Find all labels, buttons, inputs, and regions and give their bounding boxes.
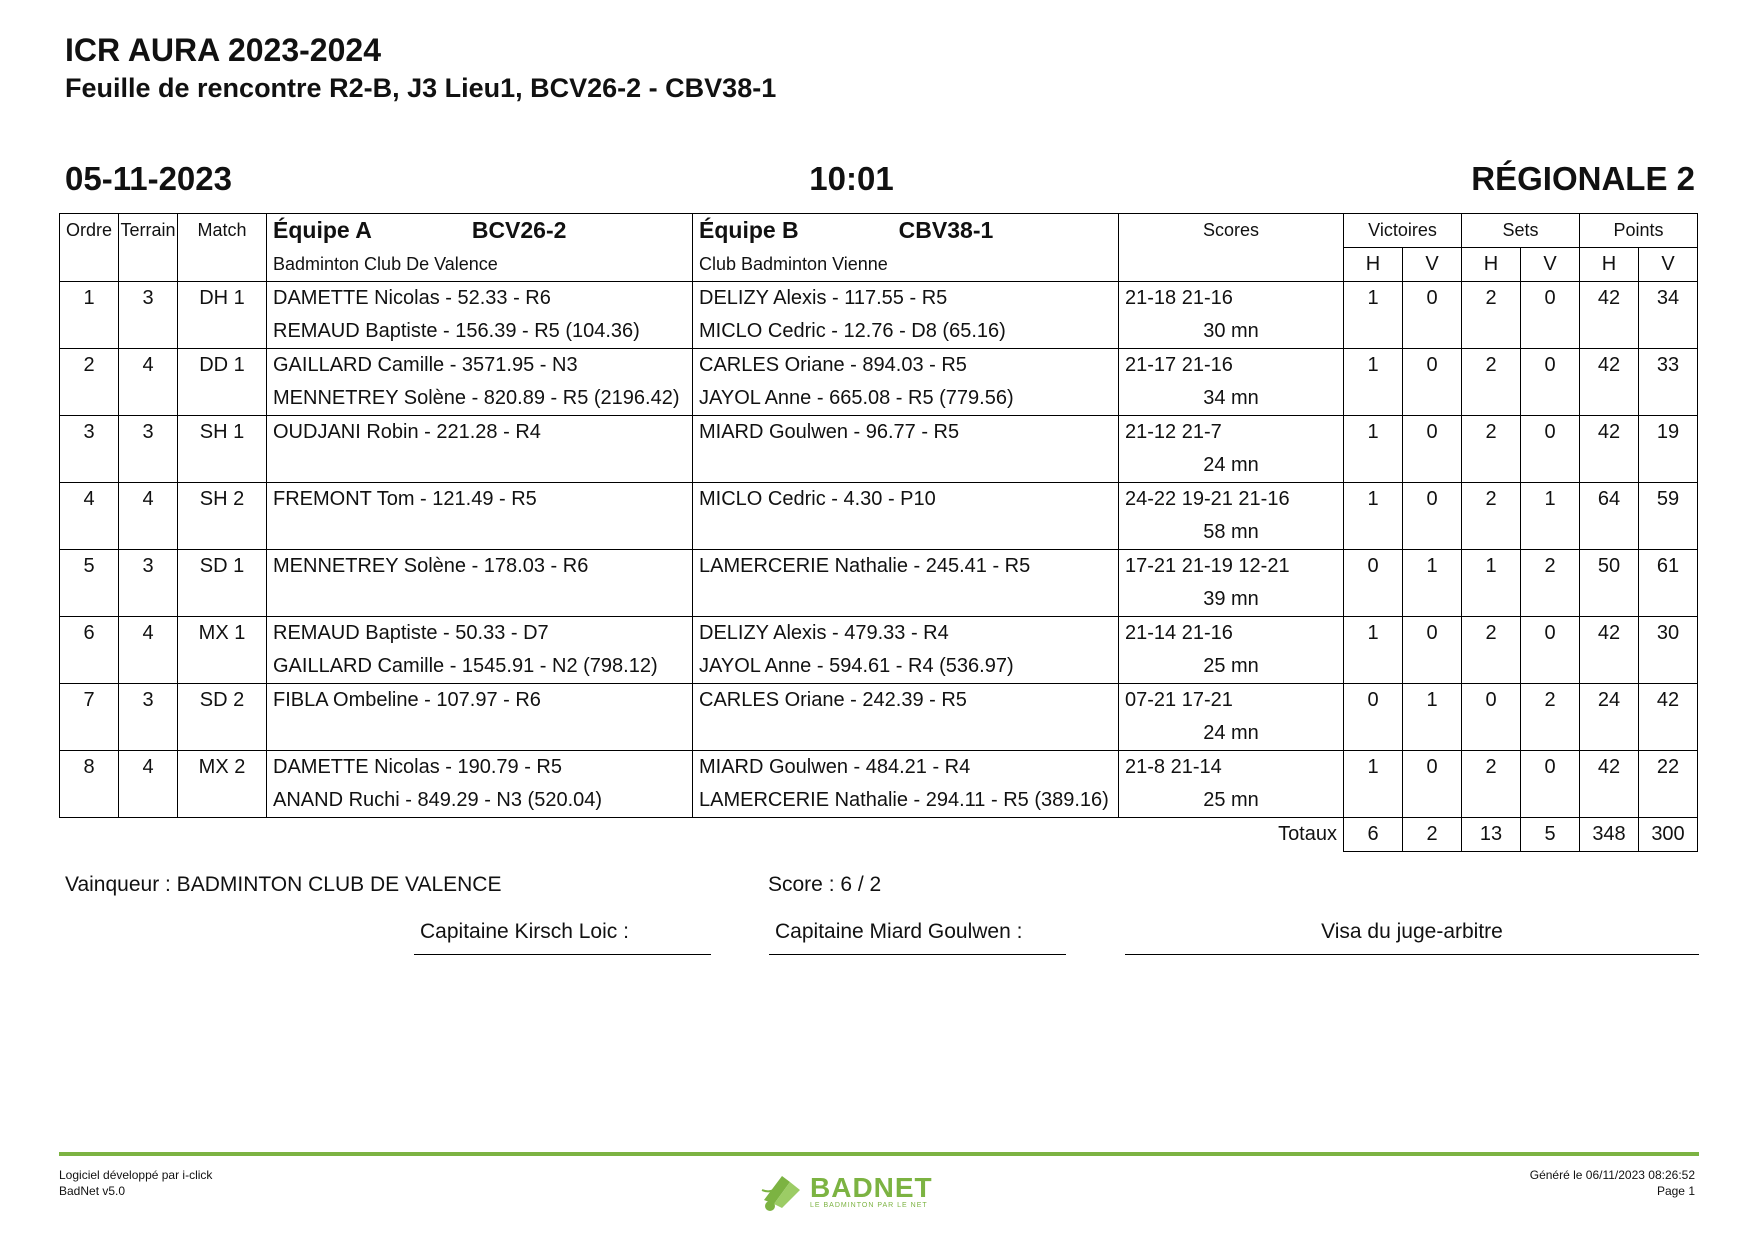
stat-pv: 22 bbox=[1639, 751, 1698, 785]
shuttlecock-icon bbox=[760, 1170, 806, 1212]
captain-a-signature-line bbox=[414, 954, 711, 955]
header-match: Match bbox=[178, 214, 267, 248]
court-cell: 4 bbox=[119, 751, 178, 785]
team-b-player-1: MIARD Goulwen - 96.77 - R5 bbox=[693, 416, 1119, 450]
badnet-logo bbox=[760, 1170, 933, 1212]
stat-pv: 19 bbox=[1639, 416, 1698, 450]
stat-vv: 0 bbox=[1403, 617, 1462, 651]
duration-cell bbox=[1119, 784, 1344, 818]
match-date: 05-11-2023 bbox=[65, 160, 232, 197]
stat-empty bbox=[1521, 449, 1580, 483]
court-cell: 4 bbox=[119, 617, 178, 651]
duration-cell bbox=[1119, 717, 1344, 751]
stat-empty bbox=[1462, 449, 1521, 483]
stat-empty bbox=[1639, 382, 1698, 416]
total-pv: 300 bbox=[1639, 818, 1698, 852]
order-cell-empty bbox=[60, 784, 119, 818]
stat-vh: 1 bbox=[1344, 416, 1403, 450]
stat-sh: 2 bbox=[1462, 282, 1521, 316]
footer-left bbox=[59, 1167, 212, 1199]
stat-empty bbox=[1344, 315, 1403, 349]
stat-sh: 2 bbox=[1462, 416, 1521, 450]
referee-label: Visa du juge-arbitre bbox=[1321, 920, 1503, 943]
match-row-continuation bbox=[60, 717, 1698, 751]
stat-vv: 1 bbox=[1403, 550, 1462, 584]
logo-tagline: LE BADMINTON PAR LE NET bbox=[810, 1201, 928, 1209]
match-type-cell: DH 1 bbox=[178, 282, 267, 316]
match-row-continuation bbox=[60, 516, 1698, 550]
team-a-code: BCV26-2 bbox=[471, 217, 567, 244]
match-time: 10:01 bbox=[809, 160, 894, 197]
stat-empty bbox=[1462, 717, 1521, 751]
stat-sv: 2 bbox=[1521, 550, 1580, 584]
sets-v-label: V bbox=[1521, 248, 1580, 282]
stat-sv: 1 bbox=[1521, 483, 1580, 517]
match-type-cell: SD 1 bbox=[178, 550, 267, 584]
total-ph: 348 bbox=[1580, 818, 1639, 852]
stat-vh: 1 bbox=[1344, 751, 1403, 785]
match-type-cell-empty bbox=[178, 650, 267, 684]
stat-empty bbox=[1639, 650, 1698, 684]
team-b-label: Équipe B bbox=[699, 217, 799, 244]
team-a-player-1: FIBLA Ombeline - 107.97 - R6 bbox=[267, 684, 693, 718]
score-cell: 17-21 21-19 12-21 bbox=[1119, 550, 1344, 584]
stat-vv: 1 bbox=[1403, 684, 1462, 718]
match-row bbox=[60, 416, 1698, 450]
stat-sh: 0 bbox=[1462, 684, 1521, 718]
stat-empty bbox=[1580, 583, 1639, 617]
header-sets: Sets bbox=[1462, 214, 1580, 248]
stat-empty bbox=[1462, 516, 1521, 550]
stat-empty bbox=[1344, 583, 1403, 617]
header-team-a bbox=[267, 214, 693, 248]
match-row-continuation bbox=[60, 449, 1698, 483]
order-cell: 3 bbox=[60, 416, 119, 450]
stat-sv: 2 bbox=[1521, 684, 1580, 718]
stat-pv: 30 bbox=[1639, 617, 1698, 651]
stat-empty bbox=[1403, 650, 1462, 684]
order-cell: 5 bbox=[60, 550, 119, 584]
match-type-cell-empty bbox=[178, 784, 267, 818]
team-b-player-2: JAYOL Anne - 594.61 - R4 (536.97) bbox=[693, 650, 1119, 684]
final-score: Score : 6 / 2 bbox=[768, 873, 882, 896]
order-cell: 1 bbox=[60, 282, 119, 316]
team-b-player-2 bbox=[693, 449, 1119, 483]
match-row bbox=[60, 349, 1698, 383]
victoires-h-label: H bbox=[1344, 248, 1403, 282]
team-a-label: Équipe A bbox=[273, 217, 372, 244]
team-a-player-1: FREMONT Tom - 121.49 - R5 bbox=[267, 483, 693, 517]
points-v-label: V bbox=[1639, 248, 1698, 282]
stat-ph: 42 bbox=[1580, 349, 1639, 383]
match-row bbox=[60, 684, 1698, 718]
stat-sh: 2 bbox=[1462, 349, 1521, 383]
stat-sv: 0 bbox=[1521, 416, 1580, 450]
stat-pv: 59 bbox=[1639, 483, 1698, 517]
totals-row bbox=[60, 818, 1698, 852]
match-duration: 58 mn bbox=[1203, 521, 1259, 543]
stat-empty bbox=[1521, 315, 1580, 349]
stat-empty bbox=[1462, 784, 1521, 818]
match-duration: 24 mn bbox=[1203, 454, 1259, 476]
stat-empty bbox=[1344, 449, 1403, 483]
header-scores: Scores bbox=[1119, 214, 1344, 248]
match-row bbox=[60, 751, 1698, 785]
match-sheet-table bbox=[59, 213, 1698, 852]
match-type-cell-empty bbox=[178, 315, 267, 349]
match-row bbox=[60, 282, 1698, 316]
court-cell: 4 bbox=[119, 349, 178, 383]
stat-empty bbox=[1344, 382, 1403, 416]
stat-empty bbox=[1462, 583, 1521, 617]
team-b-player-1: CARLES Oriane - 242.39 - R5 bbox=[693, 684, 1119, 718]
score-cell: 24-22 19-21 21-16 bbox=[1119, 483, 1344, 517]
stat-empty bbox=[1344, 717, 1403, 751]
team-b-player-1: DELIZY Alexis - 117.55 - R5 bbox=[693, 282, 1119, 316]
stat-empty bbox=[1580, 717, 1639, 751]
captain-a-label: Capitaine Kirsch Loic : bbox=[420, 920, 629, 943]
stat-empty bbox=[1639, 784, 1698, 818]
order-cell-empty bbox=[60, 449, 119, 483]
stat-empty bbox=[1580, 315, 1639, 349]
team-a-club: Badminton Club De Valence bbox=[267, 248, 693, 282]
stat-empty bbox=[1639, 717, 1698, 751]
team-a-player-2 bbox=[267, 449, 693, 483]
stat-sh: 1 bbox=[1462, 550, 1521, 584]
order-cell: 8 bbox=[60, 751, 119, 785]
order-cell-empty bbox=[60, 650, 119, 684]
stat-empty bbox=[1639, 516, 1698, 550]
order-cell: 2 bbox=[60, 349, 119, 383]
stat-empty bbox=[1521, 583, 1580, 617]
stat-vh: 0 bbox=[1344, 684, 1403, 718]
court-cell-empty bbox=[119, 583, 178, 617]
stat-ph: 64 bbox=[1580, 483, 1639, 517]
stat-empty bbox=[1403, 717, 1462, 751]
page-number: Page 1 bbox=[1656, 1184, 1695, 1198]
duration-cell bbox=[1119, 315, 1344, 349]
total-vh: 6 bbox=[1344, 818, 1403, 852]
stat-ph: 42 bbox=[1580, 751, 1639, 785]
match-duration: 25 mn bbox=[1203, 789, 1259, 811]
software-version: BadNet v5.0 bbox=[59, 1184, 126, 1198]
court-cell-empty bbox=[119, 449, 178, 483]
stat-sv: 0 bbox=[1521, 751, 1580, 785]
header-victoires: Victoires bbox=[1344, 214, 1462, 248]
duration-cell bbox=[1119, 382, 1344, 416]
referee-signature-line bbox=[1125, 954, 1699, 955]
team-b-code: CBV38-1 bbox=[898, 217, 994, 244]
score-cell: 21-12 21-7 bbox=[1119, 416, 1344, 450]
score-cell: 21-14 21-16 bbox=[1119, 617, 1344, 651]
order-cell-empty bbox=[60, 516, 119, 550]
stat-vv: 0 bbox=[1403, 282, 1462, 316]
stat-vh: 1 bbox=[1344, 282, 1403, 316]
team-b-player-2 bbox=[693, 583, 1119, 617]
team-a-player-2 bbox=[267, 516, 693, 550]
stat-sh: 2 bbox=[1462, 483, 1521, 517]
stat-pv: 33 bbox=[1639, 349, 1698, 383]
court-cell-empty bbox=[119, 717, 178, 751]
court-cell-empty bbox=[119, 315, 178, 349]
match-type-cell-empty bbox=[178, 583, 267, 617]
footer-divider bbox=[59, 1152, 1699, 1156]
match-type-cell-empty bbox=[178, 717, 267, 751]
match-row bbox=[60, 483, 1698, 517]
total-sv: 5 bbox=[1521, 818, 1580, 852]
court-cell: 3 bbox=[119, 416, 178, 450]
court-cell: 3 bbox=[119, 282, 178, 316]
stat-empty bbox=[1521, 717, 1580, 751]
team-a-player-1: DAMETTE Nicolas - 52.33 - R6 bbox=[267, 282, 693, 316]
stat-empty bbox=[1521, 516, 1580, 550]
court-cell-empty bbox=[119, 784, 178, 818]
stat-empty bbox=[1344, 784, 1403, 818]
header-ordre: Ordre bbox=[60, 214, 119, 248]
team-a-player-1: MENNETREY Solène - 178.03 - R6 bbox=[267, 550, 693, 584]
stat-vv: 0 bbox=[1403, 751, 1462, 785]
team-a-player-1: OUDJANI Robin - 221.28 - R4 bbox=[267, 416, 693, 450]
order-cell: 6 bbox=[60, 617, 119, 651]
team-a-player-2: GAILLARD Camille - 1545.91 - N2 (798.12) bbox=[267, 650, 693, 684]
team-a-player-1: REMAUD Baptiste - 50.33 - D7 bbox=[267, 617, 693, 651]
court-cell-empty bbox=[119, 382, 178, 416]
team-b-player-2: MICLO Cedric - 12.76 - D8 (65.16) bbox=[693, 315, 1119, 349]
match-row-continuation bbox=[60, 784, 1698, 818]
stat-vv: 0 bbox=[1403, 416, 1462, 450]
match-type-cell: MX 2 bbox=[178, 751, 267, 785]
stat-empty bbox=[1580, 650, 1639, 684]
stat-empty bbox=[1403, 583, 1462, 617]
stat-empty bbox=[1403, 516, 1462, 550]
winner-text: Vainqueur : BADMINTON CLUB DE VALENCE bbox=[65, 873, 502, 896]
software-credit: Logiciel développé par i-click bbox=[59, 1168, 213, 1182]
stat-empty bbox=[1580, 516, 1639, 550]
stat-empty bbox=[1403, 449, 1462, 483]
duration-cell bbox=[1119, 650, 1344, 684]
team-b-player-1: LAMERCERIE Nathalie - 245.41 - R5 bbox=[693, 550, 1119, 584]
footer-right bbox=[1530, 1167, 1695, 1199]
stat-empty bbox=[1580, 784, 1639, 818]
victoires-v-label: V bbox=[1403, 248, 1462, 282]
stat-sv: 0 bbox=[1521, 349, 1580, 383]
team-a-player-1: DAMETTE Nicolas - 190.79 - R5 bbox=[267, 751, 693, 785]
document-subtitle: Feuille de rencontre R2-B, J3 Lieu1, BCV26-2 - CBV38-1 bbox=[65, 73, 777, 103]
match-type-cell: MX 1 bbox=[178, 617, 267, 651]
stat-empty bbox=[1462, 315, 1521, 349]
order-cell-empty bbox=[60, 583, 119, 617]
match-row bbox=[60, 550, 1698, 584]
team-b-player-2 bbox=[693, 516, 1119, 550]
duration-cell bbox=[1119, 516, 1344, 550]
score-cell: 21-17 21-16 bbox=[1119, 349, 1344, 383]
stat-sv: 0 bbox=[1521, 617, 1580, 651]
order-cell: 7 bbox=[60, 684, 119, 718]
stat-pv: 61 bbox=[1639, 550, 1698, 584]
team-a-player-2: ANAND Ruchi - 849.29 - N3 (520.04) bbox=[267, 784, 693, 818]
duration-cell bbox=[1119, 583, 1344, 617]
stat-empty bbox=[1403, 315, 1462, 349]
team-b-player-1: MICLO Cedric - 4.30 - P10 bbox=[693, 483, 1119, 517]
division-label: RÉGIONALE 2 bbox=[1471, 160, 1695, 197]
team-a-player-2 bbox=[267, 583, 693, 617]
order-cell: 4 bbox=[60, 483, 119, 517]
stat-empty bbox=[1403, 382, 1462, 416]
team-b-player-2 bbox=[693, 717, 1119, 751]
order-cell-empty bbox=[60, 717, 119, 751]
team-b-player-1: MIARD Goulwen - 484.21 - R4 bbox=[693, 751, 1119, 785]
stat-ph: 42 bbox=[1580, 282, 1639, 316]
match-row bbox=[60, 617, 1698, 651]
points-h-label: H bbox=[1580, 248, 1639, 282]
generated-timestamp: Généré le 06/11/2023 08:26:52 bbox=[1529, 1168, 1695, 1182]
total-vv: 2 bbox=[1403, 818, 1462, 852]
team-a-player-2 bbox=[267, 717, 693, 751]
header-points: Points bbox=[1580, 214, 1698, 248]
stat-sh: 2 bbox=[1462, 617, 1521, 651]
match-type-cell: SH 2 bbox=[178, 483, 267, 517]
stat-empty bbox=[1639, 315, 1698, 349]
header-terrain: Terrain bbox=[119, 214, 178, 248]
stat-vh: 1 bbox=[1344, 483, 1403, 517]
team-b-player-1: CARLES Oriane - 894.03 - R5 bbox=[693, 349, 1119, 383]
match-type-cell: SD 2 bbox=[178, 684, 267, 718]
team-b-player-2: JAYOL Anne - 665.08 - R5 (779.56) bbox=[693, 382, 1119, 416]
stat-vv: 0 bbox=[1403, 349, 1462, 383]
stat-ph: 42 bbox=[1580, 416, 1639, 450]
match-type-cell: DD 1 bbox=[178, 349, 267, 383]
score-cell: 07-21 17-21 bbox=[1119, 684, 1344, 718]
order-cell-empty bbox=[60, 382, 119, 416]
captain-b-label: Capitaine Miard Goulwen : bbox=[775, 920, 1023, 943]
team-b-player-2: LAMERCERIE Nathalie - 294.11 - R5 (389.16) bbox=[693, 784, 1119, 818]
stat-empty bbox=[1521, 650, 1580, 684]
match-row-continuation bbox=[60, 382, 1698, 416]
match-row-continuation bbox=[60, 650, 1698, 684]
captain-b-signature-line bbox=[769, 954, 1066, 955]
score-cell: 21-8 21-14 bbox=[1119, 751, 1344, 785]
match-type-cell-empty bbox=[178, 449, 267, 483]
stat-empty bbox=[1521, 382, 1580, 416]
stat-empty bbox=[1639, 583, 1698, 617]
match-type-cell-empty bbox=[178, 516, 267, 550]
team-a-player-2: REMAUD Baptiste - 156.39 - R5 (104.36) bbox=[267, 315, 693, 349]
match-type-cell-empty bbox=[178, 382, 267, 416]
court-cell-empty bbox=[119, 516, 178, 550]
stat-vv: 0 bbox=[1403, 483, 1462, 517]
match-duration: 34 mn bbox=[1203, 387, 1259, 409]
match-duration: 30 mn bbox=[1203, 320, 1259, 342]
order-cell-empty bbox=[60, 315, 119, 349]
stat-empty bbox=[1462, 650, 1521, 684]
team-b-club: Club Badminton Vienne bbox=[693, 248, 1119, 282]
court-cell: 3 bbox=[119, 684, 178, 718]
team-b-player-1: DELIZY Alexis - 479.33 - R4 bbox=[693, 617, 1119, 651]
stat-vh: 1 bbox=[1344, 617, 1403, 651]
stat-empty bbox=[1344, 650, 1403, 684]
totals-label: Totaux bbox=[1278, 823, 1337, 846]
match-row-continuation bbox=[60, 583, 1698, 617]
stat-ph: 50 bbox=[1580, 550, 1639, 584]
court-cell: 4 bbox=[119, 483, 178, 517]
stat-vh: 1 bbox=[1344, 349, 1403, 383]
stat-empty bbox=[1580, 382, 1639, 416]
duration-cell bbox=[1119, 449, 1344, 483]
stat-empty bbox=[1639, 449, 1698, 483]
stat-pv: 42 bbox=[1639, 684, 1698, 718]
court-cell-empty bbox=[119, 650, 178, 684]
team-a-player-1: GAILLARD Camille - 3571.95 - N3 bbox=[267, 349, 693, 383]
header-team-b bbox=[693, 214, 1119, 248]
match-duration: 25 mn bbox=[1203, 655, 1259, 677]
stat-empty bbox=[1462, 382, 1521, 416]
match-duration: 39 mn bbox=[1203, 588, 1259, 610]
stat-empty bbox=[1344, 516, 1403, 550]
score-cell: 21-18 21-16 bbox=[1119, 282, 1344, 316]
match-duration: 24 mn bbox=[1203, 722, 1259, 744]
team-a-player-2: MENNETREY Solène - 820.89 - R5 (2196.42) bbox=[267, 382, 693, 416]
match-type-cell: SH 1 bbox=[178, 416, 267, 450]
stat-sv: 0 bbox=[1521, 282, 1580, 316]
stat-pv: 34 bbox=[1639, 282, 1698, 316]
stat-sh: 2 bbox=[1462, 751, 1521, 785]
logo-wordmark: BADNET bbox=[810, 1171, 933, 1203]
stat-ph: 42 bbox=[1580, 617, 1639, 651]
total-sh: 13 bbox=[1462, 818, 1521, 852]
stat-empty bbox=[1403, 784, 1462, 818]
sets-h-label: H bbox=[1462, 248, 1521, 282]
stat-empty bbox=[1521, 784, 1580, 818]
document-title: ICR AURA 2023-2024 bbox=[65, 32, 381, 68]
court-cell: 3 bbox=[119, 550, 178, 584]
stat-empty bbox=[1580, 449, 1639, 483]
match-row-continuation bbox=[60, 315, 1698, 349]
stat-vh: 0 bbox=[1344, 550, 1403, 584]
stat-ph: 24 bbox=[1580, 684, 1639, 718]
